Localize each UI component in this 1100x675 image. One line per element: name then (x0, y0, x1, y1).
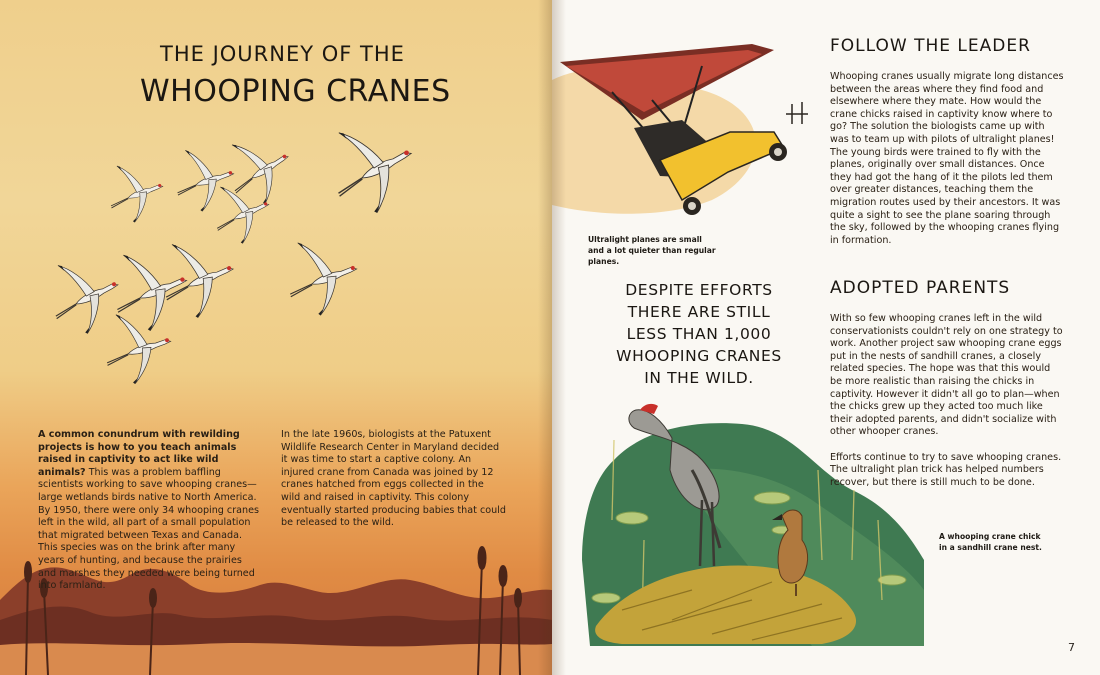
ultralight-plane-illustration (552, 44, 808, 215)
follow-the-leader-heading: FOLLOW THE LEADER (830, 36, 1031, 56)
ultralight-caption: Ultralight planes are small and a lot quieter than regular planes. (588, 235, 716, 266)
captive-colony-paragraph: In the late 1960s, biologists at the Patuxent Wildlife Research Center in Maryland decided it was time to start a captive colony. An injured crane from Canada was joined by 12 cranes hatched from eggs collected in the wild and raised in captivity. This colony eventually started producing babies that could be released to the wild. (281, 429, 506, 529)
adopted-parents-paragraph-2: Efforts continue to try to save whooping cranes. The ultralight plan trick has helped numbers recover, but there is still much to be done. (830, 451, 1062, 488)
book-gutter (538, 0, 566, 675)
title-line-1: THE JOURNEY OF THE (160, 42, 405, 66)
pull-quote: DESPITE EFFORTS THERE ARE STILL LESS THAN 1,000 WHOOPING CRANES IN THE WILD. (616, 281, 782, 387)
right-page (552, 0, 1100, 675)
adopted-parents-heading: ADOPTED PARENTS (830, 278, 1011, 298)
follow-the-leader-text: Whooping cranes usually migrate long distances between the areas where they find food and elsewhere where they mate. How would the crane chicks raised in captivity know where to go? The solution the biologists came up with was to team up with pilots of ultralight planes! The young birds were trained to fly with the planes, originally over small distances. Once they had got the hang of it the pilots led them over greater distances, teaching them the migration routes used by their ancestors. It was quite a sight to see the plane soaring through the sky, followed by the whooping cranes flying in formation. (830, 71, 1064, 246)
adopted-parents-text (830, 313, 1065, 489)
intro-paragraph (38, 429, 262, 593)
intro-question: A common conundrum with rewilding projects is how to you teach animals raised in captivity to act like wild animals? (38, 429, 240, 478)
chick-caption: A whooping crane chick in a sandhill crane nest. (939, 532, 1042, 552)
adopted-parents-paragraph-1: With so few whooping cranes left in the wild conservationists couldn't rely on one strategy to work. Another project saw whooping crane eggs put in the nests of sandhill cranes, a closely related species. The hope was that this would be more realistic than raising the chicks in captivity. However it didn't all go to plan—when the chicks grew up they acted too much like their adopted parents, and didn't socialize with other whooper cranes. (830, 313, 1063, 438)
intro-body: This was a problem baffling scientists working to save whooping cranes—large wetlands birds native to North America. By 1950, there were only 34 whooping cranes left in the wild, all part of a small population that migrated between Texas and Canada. This species was on the brink after many years of hunting, and because the prairies and marshes they needed were being turned into farmland. (38, 466, 260, 592)
crane-flock (41, 112, 426, 388)
page-number: 7 (1068, 641, 1075, 654)
title-line-2: WHOOPING CRANES (140, 74, 451, 109)
